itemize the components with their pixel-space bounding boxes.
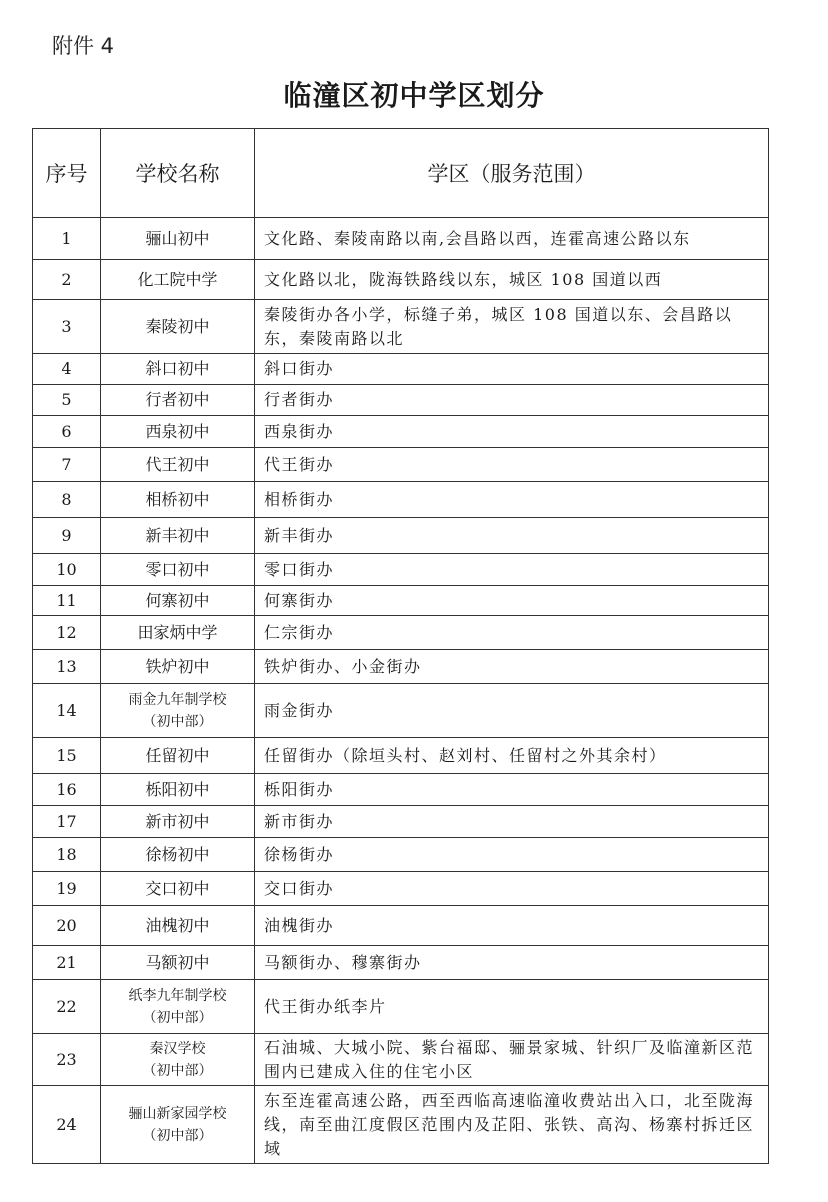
table-row	[33, 354, 769, 385]
table-row	[33, 385, 769, 416]
school-name: 交口初中	[145, 878, 210, 898]
row-number: 19	[33, 872, 101, 906]
school-name: 秦汉学校	[149, 1040, 206, 1057]
service-area: 行者街办	[255, 385, 769, 416]
school-name-cell	[101, 482, 255, 518]
table-row	[33, 482, 769, 518]
table-row	[33, 586, 769, 616]
row-number: 23	[33, 1034, 101, 1086]
school-name: 西泉初中	[145, 421, 210, 441]
row-number: 22	[33, 980, 101, 1034]
service-area: 雨金街办	[255, 684, 769, 738]
school-name: 何寨初中	[145, 590, 210, 610]
service-area: 零口街办	[255, 554, 769, 586]
service-area: 何寨街办	[255, 586, 769, 616]
table-row	[33, 616, 769, 650]
service-area: 油槐街办	[255, 906, 769, 946]
service-area: 西泉街办	[255, 416, 769, 448]
table-row	[33, 806, 769, 838]
table-row	[33, 684, 769, 738]
school-name-cell	[101, 354, 255, 385]
table-row	[33, 1086, 769, 1164]
school-name: 新丰初中	[145, 525, 210, 545]
service-area: 石油城、大城小院、紫台福邸、骊景家城、针织厂及临潼新区范围内已建成入住的住宅小区	[255, 1034, 769, 1086]
service-area: 相桥街办	[255, 482, 769, 518]
school-name: 栎阳初中	[145, 779, 210, 799]
row-number: 5	[33, 385, 101, 416]
table-row	[33, 518, 769, 554]
document-title: 临潼区初中学区划分	[283, 79, 545, 112]
school-name-cell	[101, 946, 255, 980]
school-name-cell	[101, 872, 255, 906]
school-name-cell	[101, 906, 255, 946]
table-row	[33, 650, 769, 684]
row-number: 14	[33, 684, 101, 738]
table-row	[33, 738, 769, 774]
row-number: 3	[33, 300, 101, 354]
row-number: 1	[33, 218, 101, 260]
table-row	[33, 416, 769, 448]
table-row	[33, 774, 769, 806]
school-name: 新市初中	[145, 811, 210, 831]
row-number: 10	[33, 554, 101, 586]
attachment-label: 附件 4	[52, 34, 115, 58]
school-name: 代王初中	[145, 454, 210, 474]
school-name-cell	[101, 774, 255, 806]
school-name: 化工院中学	[137, 269, 218, 289]
table-row	[33, 448, 769, 482]
school-division: （初中部）	[142, 1009, 213, 1026]
table-header-row	[33, 129, 769, 218]
school-name-cell	[101, 980, 255, 1034]
table-row	[33, 946, 769, 980]
school-name-cell	[101, 738, 255, 774]
school-name-cell	[101, 838, 255, 872]
column-header-school: 学校名称	[101, 129, 255, 218]
row-number: 6	[33, 416, 101, 448]
school-name: 铁炉初中	[145, 656, 210, 676]
row-number: 17	[33, 806, 101, 838]
service-area: 东至连霍高速公路，西至西临高速临潼收费站出入口，北至陇海线，南至曲江度假区范围内及芷阳、张铁、高沟、杨寨村拆迁区域	[255, 1086, 769, 1164]
table-row	[33, 218, 769, 260]
school-name-cell	[101, 684, 255, 738]
column-header-no: 序号	[33, 129, 101, 218]
row-number: 8	[33, 482, 101, 518]
school-name: 骊山新家园学校	[128, 1105, 227, 1122]
school-name-cell	[101, 1086, 255, 1164]
row-number: 15	[33, 738, 101, 774]
school-name-cell	[101, 260, 255, 300]
row-number: 4	[33, 354, 101, 385]
table-row	[33, 906, 769, 946]
school-name: 马额初中	[145, 952, 210, 972]
school-name-cell	[101, 518, 255, 554]
service-area: 文化路以北，陇海铁路线以东，城区 108 国道以西	[255, 260, 769, 300]
school-name-cell	[101, 448, 255, 482]
service-area: 新市街办	[255, 806, 769, 838]
service-area: 马额街办、穆寨街办	[255, 946, 769, 980]
school-name: 相桥初中	[145, 489, 210, 509]
school-division: （初中部）	[142, 1127, 213, 1144]
school-name: 纸李九年制学校	[128, 987, 227, 1004]
school-name-cell	[101, 554, 255, 586]
column-header-area: 学区（服务范围）	[255, 129, 769, 218]
school-name-cell	[101, 650, 255, 684]
school-division: （初中部）	[142, 713, 213, 730]
table-row	[33, 554, 769, 586]
service-area: 斜口街办	[255, 354, 769, 385]
table-row	[33, 980, 769, 1034]
service-area: 代王街办	[255, 448, 769, 482]
row-number: 20	[33, 906, 101, 946]
row-number: 16	[33, 774, 101, 806]
service-area: 代王街办纸李片	[255, 980, 769, 1034]
school-name: 雨金九年制学校	[128, 691, 227, 708]
row-number: 13	[33, 650, 101, 684]
school-name: 行者初中	[145, 390, 210, 409]
row-number: 18	[33, 838, 101, 872]
school-name: 油槐初中	[145, 915, 210, 935]
school-name-cell	[101, 806, 255, 838]
row-number: 24	[33, 1086, 101, 1164]
school-name: 徐杨初中	[145, 844, 210, 864]
table-row	[33, 1034, 769, 1086]
school-division: （初中部）	[142, 1062, 213, 1079]
school-name-cell	[101, 586, 255, 616]
school-name: 斜口初中	[145, 359, 210, 378]
service-area: 铁炉街办、小金街办	[255, 650, 769, 684]
table-row	[33, 872, 769, 906]
service-area: 秦陵街办各小学，标缝子弟，城区 108 国道以东、会昌路以东，秦陵南路以北	[255, 300, 769, 354]
school-name-cell	[101, 218, 255, 260]
school-name: 零口初中	[145, 559, 210, 579]
school-name: 骊山初中	[145, 228, 210, 248]
row-number: 7	[33, 448, 101, 482]
row-number: 2	[33, 260, 101, 300]
school-name-cell	[101, 385, 255, 416]
school-name-cell	[101, 416, 255, 448]
school-name-cell	[101, 616, 255, 650]
table-body	[33, 218, 769, 1164]
service-area: 徐杨街办	[255, 838, 769, 872]
school-name: 任留初中	[145, 745, 210, 765]
school-name-cell	[101, 1034, 255, 1086]
table-row	[33, 300, 769, 354]
service-area: 栎阳街办	[255, 774, 769, 806]
service-area: 交口街办	[255, 872, 769, 906]
school-district-table	[32, 128, 769, 1164]
row-number: 11	[33, 586, 101, 616]
school-name: 秦陵初中	[145, 316, 210, 336]
row-number: 12	[33, 616, 101, 650]
table-row	[33, 838, 769, 872]
row-number: 21	[33, 946, 101, 980]
service-area: 新丰街办	[255, 518, 769, 554]
school-name-cell	[101, 300, 255, 354]
service-area: 文化路、秦陵南路以南,会昌路以西，连霍高速公路以东	[255, 218, 769, 260]
service-area: 仁宗街办	[255, 616, 769, 650]
service-area: 任留街办（除垣头村、赵刘村、任留村之外其余村）	[255, 738, 769, 774]
row-number: 9	[33, 518, 101, 554]
school-name: 田家炳中学	[137, 622, 218, 642]
table-row	[33, 260, 769, 300]
